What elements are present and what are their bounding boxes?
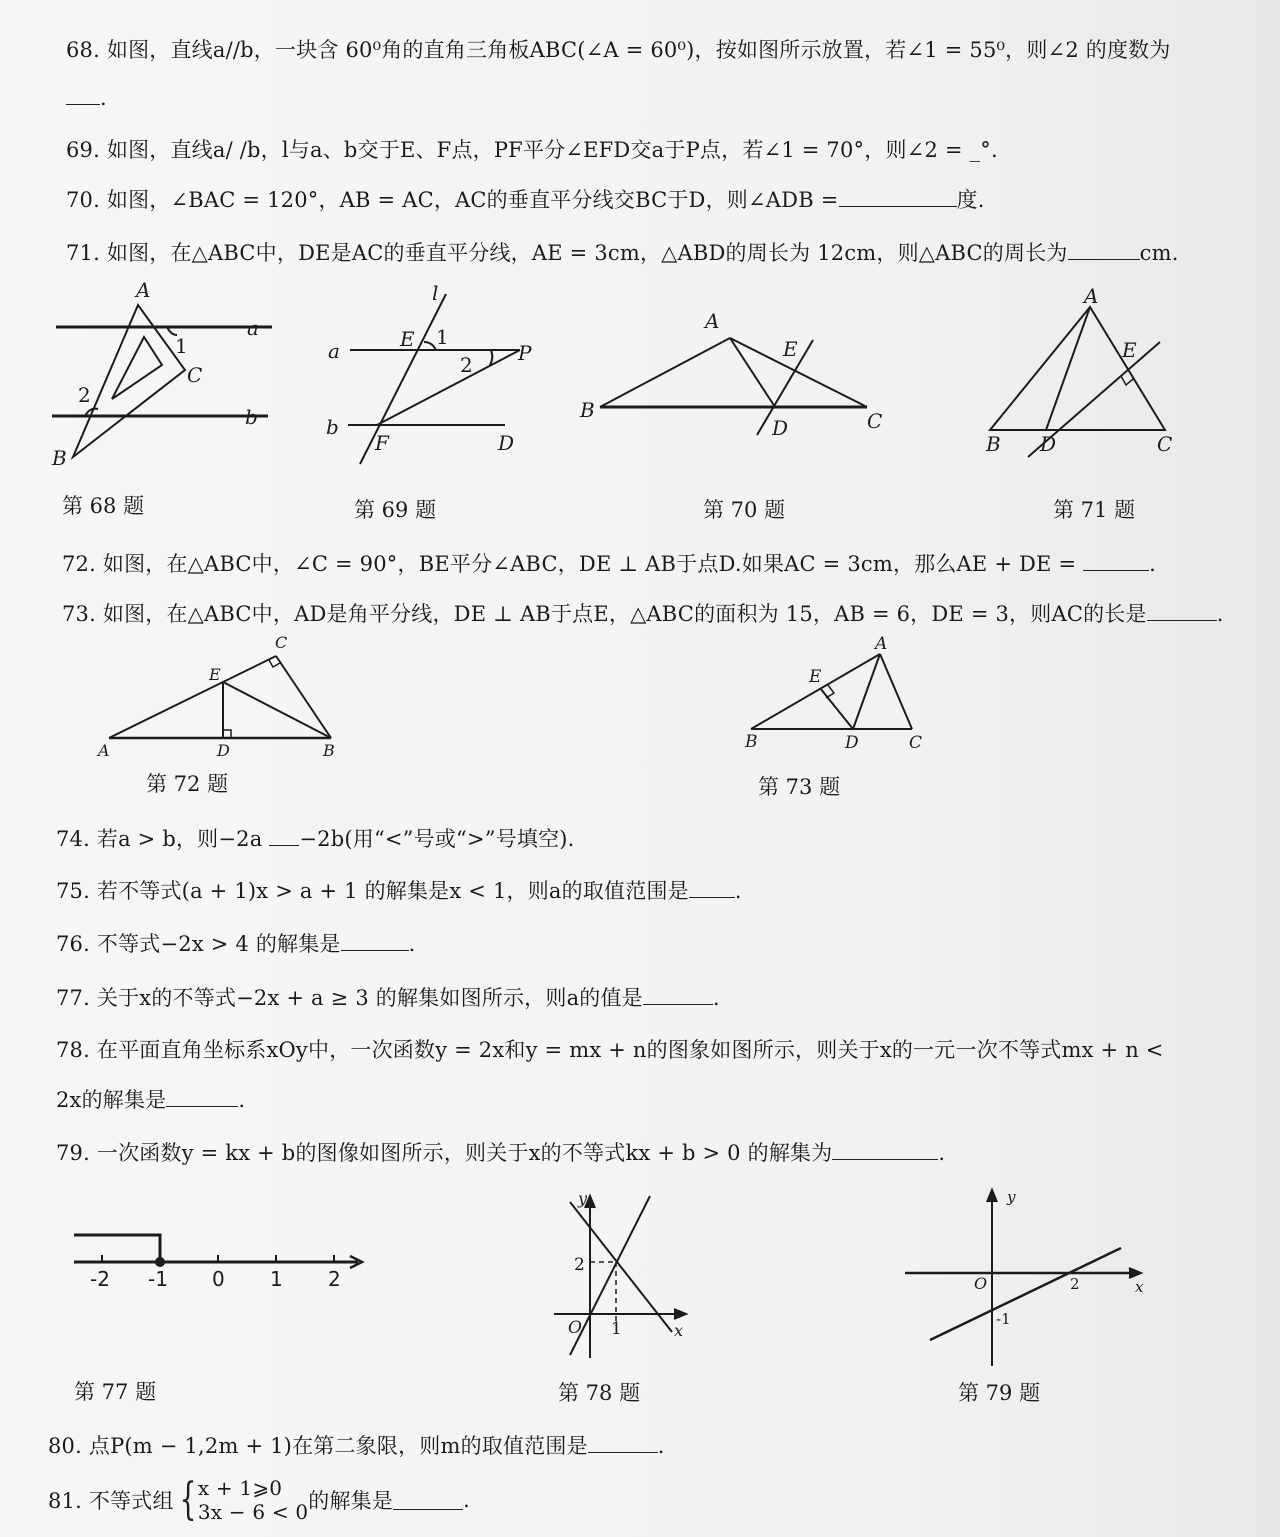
label-D: D (498, 431, 515, 455)
solution-endpoint-dot (155, 1257, 165, 1267)
y-tick-label: 2 (574, 1255, 585, 1275)
label-angle-1: 1 (436, 325, 449, 349)
period: . (734, 879, 742, 903)
y-axis-label: y (578, 1189, 588, 1208)
question-79-text: 79. 一次函数y = kx + b的图像如图所示，则关于x的不等式kx + b > 0 的解集为 (56, 1141, 833, 1165)
question-68-line2 (66, 86, 107, 110)
figure-70 (570, 300, 900, 450)
label-l: l (432, 281, 439, 305)
question-74-suffix: −2b(用“<”号或“>”号填空). (299, 827, 575, 851)
period: . (238, 1088, 246, 1112)
question-79 (56, 1137, 945, 1167)
question-80-text: 80. 点P(m − 1,2m + 1)在第二象限，则m的取值范围是 (48, 1434, 588, 1458)
label-E: E (1122, 338, 1137, 362)
period: . (100, 86, 107, 110)
label-D: D (845, 733, 859, 753)
period: . (1149, 552, 1157, 576)
right-angle-mark (1121, 376, 1133, 385)
y-intercept-label: -1 (996, 1310, 1011, 1328)
answer-blank[interactable] (588, 1434, 658, 1453)
question-73 (62, 598, 1224, 628)
segment-BA (751, 654, 880, 729)
question-81-text: 81. 不等式组 (48, 1489, 174, 1513)
segment-AD (1046, 307, 1090, 430)
answer-blank[interactable] (643, 986, 713, 1005)
label-B: B (986, 432, 1001, 456)
period: . (408, 932, 416, 956)
solution-ray (74, 1235, 160, 1262)
x-axis-label: x (674, 1321, 684, 1340)
label-F: F (375, 431, 389, 455)
segment-AC (730, 338, 867, 407)
question-74-text: 74. 若a > b，则−2a (56, 827, 263, 851)
question-70-suffix: 度. (956, 188, 985, 212)
question-75-text: 75. 若不等式(a + 1)x > a + 1 的解集是x < 1，则a的取值范围是 (56, 879, 689, 903)
label-angle-2: 2 (78, 383, 91, 407)
question-81-suffix: 的解集是 (308, 1489, 394, 1513)
line-y-mx-n (570, 1202, 672, 1332)
label-a: a (247, 316, 259, 340)
label-angle-1: 1 (175, 334, 188, 358)
brace-symbol: { (179, 1474, 197, 1525)
label-A: A (705, 309, 720, 333)
question-71-text: 71. 如图，在△ABC中，DE是AC的垂直平分线，AE = 3cm，△ABD的周长为 12cm，则△ABC的周长为 (66, 241, 1068, 265)
label-C: C (909, 733, 923, 753)
line-y-2x (570, 1196, 650, 1355)
caption-68: 第 68 题 (62, 494, 145, 518)
figure-68 (40, 275, 280, 475)
label-E: E (209, 665, 221, 684)
inequality-system (198, 1476, 308, 1524)
caption-79: 第 79 题 (958, 1381, 1041, 1405)
period: . (463, 1488, 470, 1512)
label-P: P (518, 341, 532, 365)
label-angle-2: 2 (460, 353, 473, 377)
question-77 (56, 982, 720, 1012)
answer-blank[interactable] (66, 86, 100, 105)
label-C: C (1157, 432, 1173, 456)
label-E: E (400, 327, 415, 351)
question-70 (66, 184, 985, 214)
question-69: 69. 如图，直线a/ /b，l与a、b交于E、F点，PF平分∠EFD交a于P点，若∠1 = 70°，则∠2 = _°. (66, 138, 998, 162)
x-axis-arrow-icon (1129, 1268, 1141, 1278)
label-a: a (328, 339, 340, 363)
label-b: b (326, 415, 339, 439)
segment-EB (223, 682, 331, 738)
question-71 (66, 237, 1179, 267)
answer-blank[interactable] (839, 188, 957, 207)
label-A: A (875, 634, 888, 654)
question-78-text: 2x的解集是 (56, 1088, 167, 1112)
segment-AC (880, 654, 912, 729)
answer-blank[interactable] (1068, 241, 1140, 260)
label-A: A (98, 741, 110, 760)
figure-71 (980, 285, 1190, 460)
period: . (938, 1141, 946, 1165)
answer-blank[interactable] (269, 827, 299, 846)
figure-77-number-line (60, 1225, 370, 1295)
label-B: B (745, 732, 758, 752)
figure-79-graph (900, 1188, 1150, 1368)
figure-72 (95, 632, 355, 762)
x-tick-label: 1 (611, 1319, 622, 1339)
caption-71: 第 71 题 (1053, 498, 1136, 522)
answer-blank[interactable] (393, 1491, 463, 1510)
tick-label: 0 (212, 1267, 225, 1291)
question-74 (56, 823, 575, 853)
label-E: E (783, 337, 798, 361)
question-72-text: 72. 如图，在△ABC中，∠C = 90°，BE平分∠ABC，DE ⊥ AB于点D.如果AC = 3cm，那么AE + DE = (62, 552, 1077, 576)
answer-blank[interactable] (689, 879, 735, 898)
segment-DE (820, 688, 853, 729)
answer-blank[interactable] (341, 932, 409, 951)
inequality-2: 3x − 6 < 0 (197, 1500, 309, 1524)
question-68-line1: 68. 如图，直线a//b，一块含 60⁰角的直角三角板ABC(∠A = 60⁰)，按如图所示放置，若∠1 = 55⁰，则∠2 的度数为 (66, 38, 1171, 62)
label-C: C (187, 363, 203, 387)
figure-73 (735, 632, 945, 757)
tick-group (90, 1255, 341, 1291)
label-C: C (275, 633, 288, 652)
y-axis-arrow-icon (987, 1190, 997, 1202)
tick-label: -1 (148, 1267, 168, 1291)
x-axis-label: x (1135, 1278, 1144, 1296)
label-A: A (136, 278, 151, 302)
tick-label: 1 (270, 1267, 283, 1291)
question-71-suffix: cm. (1139, 241, 1179, 265)
inequality-1: x + 1⩾0 (197, 1476, 283, 1500)
caption-72: 第 72 题 (146, 772, 229, 796)
label-B: B (52, 446, 67, 470)
answer-blank[interactable] (166, 1088, 238, 1107)
x-axis-arrow-icon (674, 1309, 686, 1319)
segment-AD (853, 654, 880, 729)
caption-69: 第 69 题 (354, 498, 437, 522)
question-81 (48, 1476, 470, 1524)
label-A: A (1084, 284, 1099, 308)
caption-73: 第 73 题 (758, 775, 841, 799)
label-D: D (772, 416, 789, 440)
question-75 (56, 875, 742, 905)
period: . (712, 986, 720, 1010)
segment-CB (276, 656, 331, 738)
origin-label: O (568, 1318, 582, 1338)
x-intercept-label: 2 (1070, 1275, 1080, 1293)
tick-label: -2 (90, 1267, 110, 1291)
tick-label: 2 (328, 1267, 341, 1291)
answer-blank[interactable] (1083, 552, 1149, 571)
question-78-line2 (56, 1084, 245, 1114)
question-80 (48, 1430, 665, 1460)
segment-AB (600, 338, 730, 407)
triangle-ABC (990, 307, 1165, 430)
question-76 (56, 928, 416, 958)
figure-78-graph (550, 1188, 700, 1368)
question-76-text: 76. 不等式−2x > 4 的解集是 (56, 932, 341, 956)
origin-label: O (974, 1274, 988, 1293)
answer-blank[interactable] (1147, 602, 1217, 621)
question-72 (62, 548, 1156, 578)
question-70-text: 70. 如图，∠BAC = 120°，AB = AC，AC的垂直平分线交BC于D，则∠ADB = (66, 188, 839, 212)
line-y-kx-b (930, 1248, 1121, 1340)
label-C: C (867, 409, 883, 433)
answer-blank[interactable] (832, 1141, 938, 1160)
question-73-text: 73. 如图，在△ABC中，AD是角平分线，DE ⊥ AB于点E，△ABC的面积为 15，AB = 6，DE = 3，则AC的长是 (62, 602, 1147, 626)
caption-78: 第 78 题 (558, 1381, 641, 1405)
label-b: b (245, 405, 258, 429)
label-B: B (323, 741, 335, 760)
question-77-text: 77. 关于x的不等式−2x + a ≥ 3 的解集如图所示，则a的值是 (56, 986, 643, 1010)
caption-77: 第 77 题 (74, 1380, 157, 1404)
label-D: D (1040, 432, 1057, 456)
question-78-line1: 78. 在平面直角坐标系xOy中，一次函数y = 2x和y = mx + n的图象如图所示，则关于x的一元一次不等式mx + n < (56, 1038, 1164, 1062)
caption-70: 第 70 题 (703, 498, 786, 522)
period: . (1216, 602, 1224, 626)
angle-2-arc (490, 350, 492, 365)
y-axis-label: y (1007, 1188, 1016, 1206)
line-l (360, 294, 446, 464)
figure-69 (320, 280, 550, 470)
angle-1-arc (424, 342, 436, 350)
label-E: E (809, 667, 822, 687)
period: . (657, 1434, 665, 1458)
label-D: D (217, 741, 230, 760)
label-B: B (580, 398, 595, 422)
